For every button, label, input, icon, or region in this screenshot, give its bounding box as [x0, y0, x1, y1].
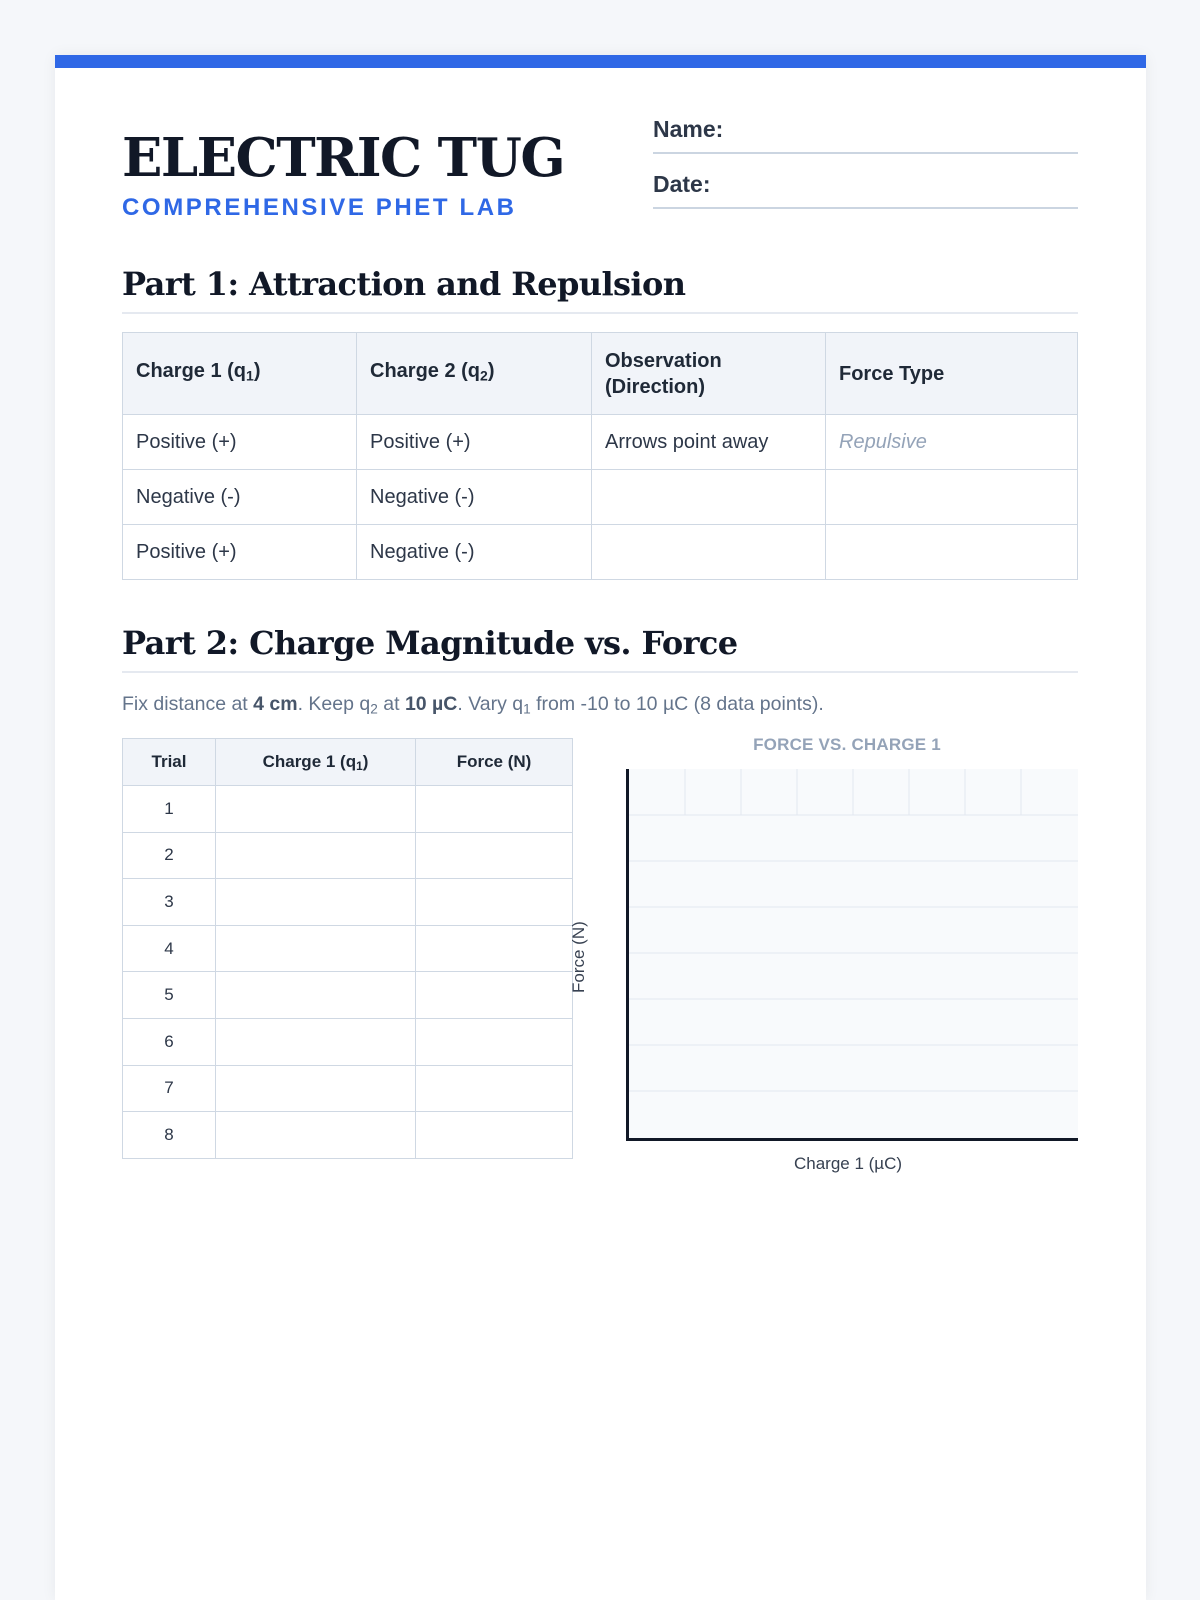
part2-instructions: Fix distance at 4 cm. Keep $q_2$ at 10 µC. Vary $q_1$ from -10 to 10 µC (8 data points). — [122, 693, 824, 717]
table-row — [123, 415, 1078, 470]
cell-charge1-input[interactable] — [216, 832, 416, 879]
table-row — [123, 525, 1078, 580]
cell-trial-number: 1 — [123, 786, 216, 833]
table-header-row — [123, 333, 1078, 415]
cell-force-input[interactable] — [416, 1018, 573, 1065]
graph-plot-area[interactable] — [626, 769, 1078, 1141]
cell-charge1-input[interactable] — [216, 1018, 416, 1065]
header-charge1: Charge 1 $(q_1)$ — [123, 333, 357, 415]
part1-table — [122, 332, 1078, 580]
graph-y-axis-label: Force (N) — [569, 921, 588, 993]
cell-force-type[interactable] — [826, 470, 1078, 525]
cell-observation[interactable] — [592, 525, 826, 580]
cell-trial-number: 2 — [123, 832, 216, 879]
cell-force-input[interactable] — [416, 1112, 573, 1159]
cell-force-input[interactable] — [416, 1065, 573, 1112]
cell-trial-number: 4 — [123, 925, 216, 972]
header-trial: Trial — [123, 739, 216, 786]
cell-charge1: Negative (-) — [123, 470, 357, 525]
cell-trial-number: 5 — [123, 972, 216, 1019]
graph-grid — [629, 769, 1078, 1138]
date-label: Date: — [653, 171, 711, 197]
graph-title: FORCE VS. CHARGE 1 — [753, 735, 941, 754]
cell-charge1-input[interactable] — [216, 972, 416, 1019]
table-row — [123, 925, 573, 972]
cell-charge1: Positive (+) — [123, 415, 357, 470]
cell-trial-number: 3 — [123, 879, 216, 926]
header-charge2: Charge 2 $(q_2)$ — [357, 333, 592, 415]
table-row — [123, 972, 573, 1019]
cell-charge1-input[interactable] — [216, 786, 416, 833]
cell-force-type[interactable] — [826, 525, 1078, 580]
cell-force-input[interactable] — [416, 925, 573, 972]
cell-charge1-input[interactable] — [216, 925, 416, 972]
cell-charge1-input[interactable] — [216, 1065, 416, 1112]
table-row — [123, 1018, 573, 1065]
cell-observation[interactable] — [592, 470, 826, 525]
header-force-type: Force Type — [826, 333, 1078, 415]
cell-observation[interactable]: Arrows point away — [592, 415, 826, 470]
cell-charge1-input[interactable] — [216, 879, 416, 926]
date-field[interactable] — [653, 173, 1078, 209]
table-row — [123, 786, 573, 833]
table-row — [123, 879, 573, 926]
cell-trial-number: 7 — [123, 1065, 216, 1112]
part2-data-table — [122, 738, 573, 1159]
cell-charge1: Positive (+) — [123, 525, 357, 580]
cell-charge2: Negative (-) — [357, 525, 592, 580]
table-row — [123, 832, 573, 879]
graph-x-axis-label: Charge 1 (µC) — [793, 1154, 903, 1173]
cell-trial-number: 8 — [123, 1112, 216, 1159]
name-field[interactable] — [653, 118, 1078, 154]
cell-force-input[interactable] — [416, 972, 573, 1019]
cell-charge2: Negative (-) — [357, 470, 592, 525]
cell-charge1-input[interactable] — [216, 1112, 416, 1159]
cell-force-input[interactable] — [416, 786, 573, 833]
cell-force-input[interactable] — [416, 879, 573, 926]
cell-trial-number: 6 — [123, 1018, 216, 1065]
cell-charge2: Positive (+) — [357, 415, 592, 470]
part2-heading: Part 2: Charge Magnitude vs. Force — [122, 624, 1078, 673]
cell-force-type[interactable]: Repulsive — [826, 415, 1078, 470]
part1-heading: Part 1: Attraction and Repulsion — [122, 265, 1078, 314]
header-charge1: Charge 1 $(q_1)$ — [216, 739, 416, 786]
table-row — [123, 1112, 573, 1159]
worksheet-subtitle: COMPREHENSIVE PHET LAB — [122, 194, 517, 221]
table-row — [123, 470, 1078, 525]
table-header-row — [123, 739, 573, 786]
cell-force-input[interactable] — [416, 832, 573, 879]
header-force: Force (N) — [416, 739, 573, 786]
name-label: Name: — [653, 116, 724, 142]
worksheet-title: ELECTRIC TUG — [122, 127, 565, 189]
header-observation: Observation (Direction) — [592, 333, 826, 415]
worksheet-page — [55, 55, 1146, 1600]
table-row — [123, 1065, 573, 1112]
